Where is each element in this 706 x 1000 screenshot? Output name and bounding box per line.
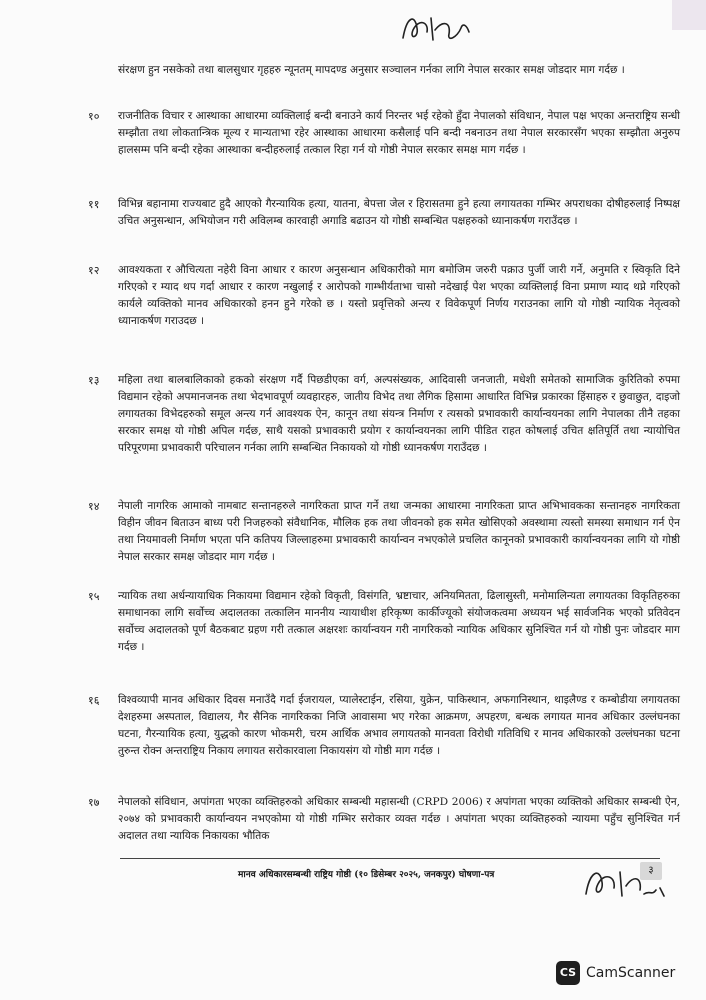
paragraph-text: विश्वव्यापी मानव अधिकार दिवस मनाउँदै गर्दा ईजरायल, प्यालेस्टाईन, रसिया, युक्रेन, पाकिस्थान, अफगानिस्थान, थाइलैण्ड र कम्बोडीया लगायतका देशहरुमा अस्पताल, विद्यालय, गैर सैनिक नागरिकका निजि आवासमा भए गरेका आक्रमण, अपहरण, बन्धक लगायत मानव अधिकार उल्लंघनका घटना, गैरन्यायिक हत्या, युद्धको कारण भोकमरी, चरम आर्थिक अभाव लगायतको मानवता विरोधी गतिविधि र मानव अधिकारको उल्लंघनका घटना तुरुन्त रोक्न अन्तराष्ट्रिय निकाय लगायत सरोकारवाला निकायसंग यो गोष्ठी माग गर्दछ । — [118, 694, 680, 757]
paragraph-number: ११ — [88, 198, 100, 211]
handwritten-signature-top — [395, 8, 475, 48]
paragraph-text: राजनीतिक विचार र आस्थाका आधारमा व्यक्तिलाई बन्दी बनाउने कार्य निरन्तर भई रहेको हुँदा नेपालको संविधान, नेपाल पक्ष भएका अन्तराष्ट्रिय सन्धी सम्झौता तथा लोकतान्त्रिक मूल्य र मान्यताभा रहेर आस्थाका आधारमा कसैलाई पनि बन्दी नबनाउन तथा नेपाल सरकारसँग भएका सम्झौता अनुरुप हालसम्म पनि बन्दी रहेका आस्थाका बन्दीहरुलाई तत्काल रिहा गर्न यो गोष्ठी नेपाल सरकार समक्ष माग गर्दछ । — [118, 110, 680, 156]
footer-title: मानव अधिकारसम्बन्धी राष्ट्रिय गोष्ठी (१० डिसेम्बर २०२५, जनकपुर) घोषणा-पत्र — [238, 870, 495, 880]
camscanner-watermark — [556, 960, 675, 986]
paragraph-text: विभिन्न बहानामा राज्यबाट हुदै आएको गैरन्यायिक हत्या, यातना, बेपत्ता जेल र हिरासतमा हुने हत्या लगायतका गम्भिर अपराधका दोषीहरुलाई निष्पक्ष उचित अनुसन्धान, अभियोजन गरी अविलम्ब कारवाही अगाडि बढाउन यो गोष्ठी सम्बन्धित पक्षहरुको ध्यानाकर्षण गराउँदछ । — [118, 198, 680, 227]
paragraph-number: १४ — [88, 500, 100, 513]
camscanner-brand-text: CamScanner — [586, 965, 676, 981]
paragraph-number: १७ — [88, 796, 100, 809]
paragraph-text: महिला तथा बालबालिकाको हकको संरक्षण गर्दै पिछडीएका वर्ग, अल्पसंख्यक, आदिवासी जनजाती, मधेशी समेतको सामाजिक कुरितिको रुपमा विद्यमान रहेको अपमानजनक तथा भेदभावपूर्ण व्यवहारहरु, जातीय विभेद तथा लैगिक हिसामा आधारित विभिन्न प्रकारका हिंसाहरु र छुवाछुत, दाइजो लगायतका विभेदहरुको समूल अन्त्य गर्न आवश्यक ऐन, कानून तथा संयन्त्र निर्माण र त्यसको प्रभावकारी कार्यान्वयनका लागि नेपालका तीनै तहका सरकार समक्ष यो गोष्ठी अपिल गर्दछ, साथै यसको प्रभावकारी प्रयोग र कार्यान्वयनका लागि पीडित राहत कोषलाई उचित क्षतिपूर्ति तथा न्यायोचित परिपूरणमा प्रभावकारी परिचालन गर्नका लागि सम्बन्धित निकायको यो गोष्ठी ध्यानकर्षण गराउँदछ । — [118, 374, 680, 454]
paragraph-text: न्यायिक तथा अर्धन्यायाधिक निकायमा विद्यमान रहेको विकृती, विसंगति, भ्रष्टाचार, अनियमितता, ढिलासुस्ती, मनोमालिन्यता लगायतका विकृतिहरुका समाधानका लागि सर्वोच्च अदालतका तत्कालिन माननीय न्यायाधीश हरिकृष्ण कार्कीज्यूको संयोजकत्वमा अध्ययन भई सार्वजनिक भएको प्रतिवेदन सर्वोच्च अदालतको पूर्ण बैठकबाट ग्रहण गरी तत्काल अक्षरशः कार्यान्वयन गरी नागरिकको न्यायिक अधिकार सुनिश्चित गर्न यो गोष्ठी पुनः जोडदार माग गर्दछ । — [118, 590, 680, 653]
scan-corner-shade — [672, 0, 706, 30]
camscanner-logo-icon: CS — [556, 961, 580, 985]
paragraph-number: १२ — [88, 264, 100, 277]
page-number: ३ — [640, 862, 662, 880]
paragraph-text: नेपालको संविधान, अपांगता भएका व्यक्तिहरुको अधिकार सम्बन्धी महासन्धी (CRPD 2006) र अपांगता भएका व्यक्तिको अधिकार सम्बन्धी ऐन, २०७४ को प्रभावकारी कार्यान्वयन नभएकोमा यो गोष्ठी गम्भिर सरोकार व्यक्त गर्दछ । अपांगता भएका व्यक्तिहरुको न्यायमा पहुँच सुनिश्चित गर्न अदालत तथा न्यायिक निकायका भौतिक — [118, 796, 680, 842]
paragraph-number: १० — [88, 110, 100, 123]
paragraph-text: आवश्यकता र औचित्यता नहेरी विना आधार र कारण अनुसन्धान अधिकारीको माग बमोजिम जरुरी पक्राउ पुर्जी जारी गर्ने, अनुमति र स्विकृति दिने गरिएको र म्याद थप गर्दा आधार र कारण नखुलाई र आरोपको गाम्भीर्यताभा चासो नदेखाई पेश भएका व्यक्तिलाई विना प्रमाण म्याद थप्ने गरिएको कार्यले व्यक्तिको मानव अधिकारको हनन हुने गरेको छ । यस्तो प्रवृत्तिको अन्त्य र विवेकपूर्ण निर्णय गराउनका लागि यो गोष्ठी न्यायिक नेतृत्वको ध्यानाकर्षण गराउदछ । — [118, 264, 680, 327]
paragraph-number: १५ — [88, 590, 100, 603]
handwritten-signature-bottom — [580, 860, 670, 908]
paragraph-number: १६ — [88, 694, 100, 707]
paragraph-continued: संरक्षण हुन नसकेको तथा बालसुधार गृहहरु न्यूनतम् मापदण्ड अनुसार सञ्चालन गर्नका लागि नेपाल सरकार समक्ष जोडदार माग गर्दछ । — [118, 64, 625, 76]
footer-rule — [120, 858, 660, 859]
paragraph-text: नेपाली नागरिक आमाको नामबाट सन्तानहरुले नागरिकता प्राप्त गर्ने तथा जन्मका आधारमा नागरिकता प्राप्त अभिभावकका सन्तानहरु नागरिकता विहीन जीवन बिताउन बाध्य परी निजहरुको संवैधानिक, मौलिक हक तथा जीवनको हक समेत खोसिएको अवस्थामा त्यस्तो समस्या समाधान गर्न ऐन तथा नियमावली निर्माण भएता पनि कतिपय जिल्लाहरुमा प्रभावकारी कार्यान्वन नभएकोले प्रचलित कानूनको प्रभावकारी कार्यान्वयनका लागि यो गोष्ठी नेपाल सरकार समक्ष जोडदार माग गर्दछ । — [118, 500, 680, 563]
paragraph-number: १३ — [88, 374, 100, 387]
